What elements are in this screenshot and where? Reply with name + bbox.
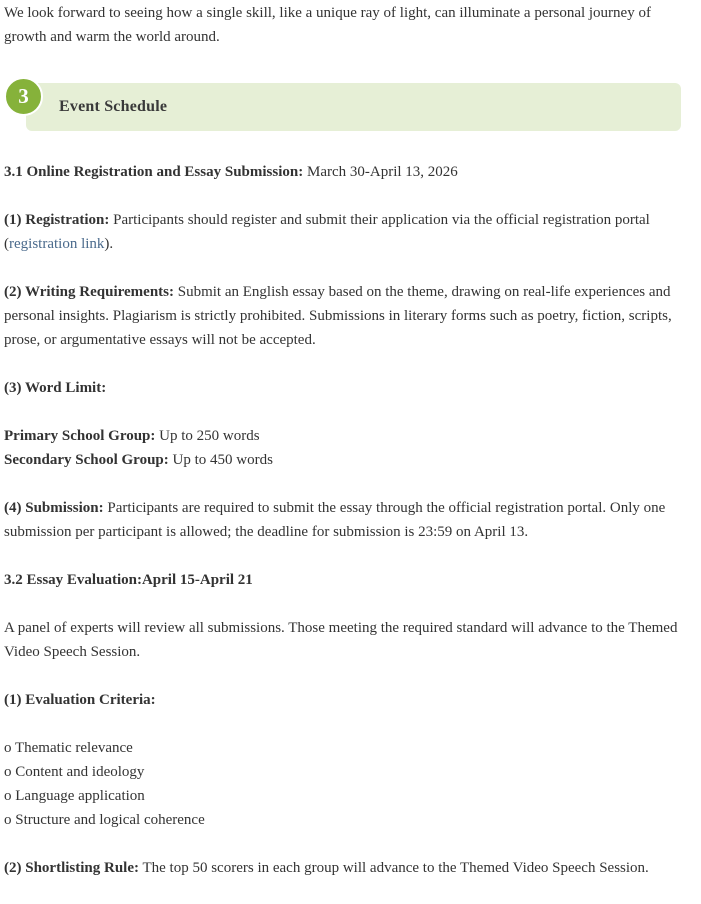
online-registration-heading [4, 160, 694, 184]
primary-group-label: Primary School Group: [4, 428, 156, 444]
secondary-group-label: Secondary School Group: [4, 452, 169, 468]
list-item: o Language application [4, 788, 145, 804]
registration-paragraph [4, 208, 694, 256]
secondary-group-text: Up to 450 words [168, 452, 273, 468]
evaluation-criteria-label: (1) Evaluation Criteria: [4, 692, 156, 708]
submission-paragraph [4, 496, 694, 544]
online-registration-label: 3.1 Online Registration and Essay Submission: [4, 164, 304, 180]
list-item: o Content and ideology [4, 764, 145, 780]
registration-text: Participants should register and submit their application via the official registration portal ( [4, 212, 650, 252]
essay-evaluation-heading [4, 568, 694, 592]
word-limit-list [4, 424, 694, 472]
registration-text-end: ). [104, 236, 114, 252]
essay-evaluation-label: 3.2 Essay Evaluation:April 15-April 21 [4, 572, 253, 588]
registration-link[interactable]: registration link [9, 236, 105, 252]
submission-text: Participants are required to submit the essay through the official registration portal. Only one submission per participant is allowed; the deadline for submission is 23:59 on April 13. [4, 500, 666, 540]
submission-label: (4) Submission: [4, 500, 104, 516]
writing-requirements-paragraph [4, 280, 694, 352]
section-header [26, 83, 681, 131]
shortlisting-label: (2) Shortlisting Rule: [4, 860, 139, 876]
list-item: o Thematic relevance [4, 740, 133, 756]
registration-label: (1) Registration: [4, 212, 110, 228]
secondary-group-limit [4, 448, 694, 472]
criteria-list [4, 736, 694, 832]
word-limit-label: (3) Word Limit: [4, 380, 107, 396]
primary-group-limit [4, 424, 694, 448]
writing-requirements-label: (2) Writing Requirements: [4, 284, 174, 300]
online-registration-dates: March 30-April 13, 2026 [303, 164, 458, 180]
primary-group-text: Up to 250 words [155, 428, 260, 444]
evaluation-criteria-heading [4, 688, 694, 712]
section-number-badge: 3 [4, 77, 43, 116]
shortlisting-text: The top 50 scorers in each group will advance to the Themed Video Speech Session. [139, 860, 649, 876]
section-title: Event Schedule [59, 98, 168, 115]
list-item: o Structure and logical coherence [4, 812, 205, 828]
shortlisting-paragraph [4, 856, 694, 880]
intro-paragraph: We look forward to seeing how a single skill, like a unique ray of light, can illuminate a personal journey of growth and warm the world around. [4, 5, 651, 45]
writing-requirements-text: Submit an English essay based on the theme, drawing on real-life experiences and personal insights. Plagiarism is strictly prohibited. Submissions in literary forms such as poetry, fiction, scripts, prose, or argumentative essays will not be accepted. [4, 284, 672, 348]
word-limit-heading [4, 376, 694, 400]
panel-paragraph: A panel of experts will review all submissions. Those meeting the required standard will advance to the Themed Video Speech Session. [4, 620, 678, 660]
